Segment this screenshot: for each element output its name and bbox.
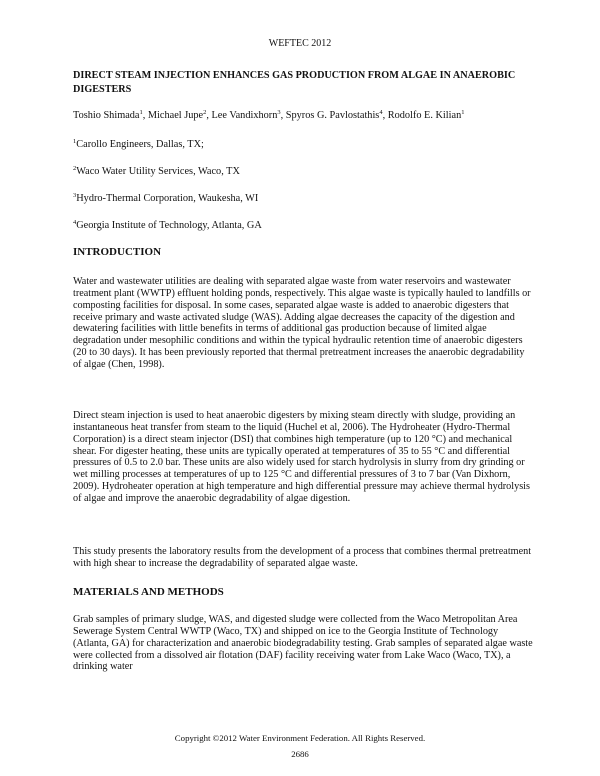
author-name: Toshio Shimada: [73, 110, 140, 121]
author-list: Toshio Shimada$^1$, Michael Jupe$^2$, Lee Vandixhorn$^3$, Spyros G. Pavlostathis$^4$, Rodolfo E. Kilian$^1$: [73, 109, 465, 121]
methods-paragraph: Grab samples of primary sludge, WAS, and digested sludge were collected from the Waco Metropolitan Area Sewerage System Central WWTP (Waco, TX) and shipped on ice to the Georgia Institute of Technology (Atlanta, GA) for characterization and anaerobic biodegradability testing. Grab samples of separated algae waste were collected from a dissolved air flotation (DAF) facility receiving water from Lake Waco (Waco, TX), a drinking water: [73, 614, 533, 673]
author-name: Rodolfo E. Kilian: [387, 110, 462, 121]
author-affiliation-mark: 1: [139, 109, 143, 116]
section-heading-introduction: INTRODUCTION: [73, 246, 162, 258]
paper-title: DIRECT STEAM INJECTION ENHANCES GAS PRODUCTION FROM ALGAE IN ANAEROBIC DIGESTERS: [73, 70, 516, 95]
author-affiliation-mark: 4: [379, 109, 383, 116]
affiliation: [73, 139, 204, 150]
author-affiliation-mark: 3: [277, 109, 281, 116]
intro-paragraph: Direct steam injection is used to heat anaerobic digesters by mixing steam directly with sludge, providing an instantaneous heat transfer from steam to the liquid (Huchel et al, 2006). The Hydroheater (Hydro-Thermal Corporation) is a direct steam injector (DSI) that combines high temperature (up to 120 °C) and mechanical shear. For digester heating, these units are typically operated at temperatures of 35 to 55 °C and differential pressures of 0.5 to 2.0 bar. These units are also widely used for starch hydrolysis in slurry from dry grinding or wet milling processes at temperatures of up to 125 °C and differential pressures of 3 to 7 bar (Van Dixhorn, 2009). Hydroheater operation at high temperature and high differential pressure may achieve thermal hydrolysis of algae and improve the anaerobic degradability of algae digestion.: [73, 410, 530, 504]
affiliation-number: 3: [73, 192, 77, 199]
affiliation: [73, 220, 262, 231]
affiliation-number: 1: [73, 138, 77, 145]
author-affiliation-mark: 2: [203, 109, 207, 116]
author-name: Michael Jupe: [147, 110, 204, 121]
section-heading-methods: MATERIALS AND METHODS: [73, 586, 224, 598]
affiliation-text: Hydro-Thermal Corporation, Waukesha, WI: [76, 193, 259, 204]
affiliation-text: Waco Water Utility Services, Waco, TX: [76, 166, 240, 177]
intro-paragraph: This study presents the laboratory results from the development of a process that combines thermal pretreatment with high shear to increase the degradability of separated algae waste.: [73, 546, 532, 569]
author-name: Lee Vandixhorn: [211, 110, 278, 121]
affiliation: [73, 193, 258, 204]
affiliation-text: Carollo Engineers, Dallas, TX;: [76, 139, 204, 150]
author-affiliation-mark: 1: [461, 109, 465, 116]
affiliation: [73, 166, 240, 177]
running-header: WEFTEC 2012: [268, 38, 332, 49]
page-number: 2686: [291, 749, 309, 759]
affiliation-number: 2: [73, 165, 77, 172]
copyright-notice: Copyright ©2012 Water Environment Federation. All Rights Reserved.: [174, 733, 426, 743]
affiliation-number: 4: [73, 219, 77, 226]
affiliation-text: Georgia Institute of Technology, Atlanta, GA: [76, 220, 262, 231]
author-name: Spyros G. Pavlostathis: [285, 110, 380, 121]
intro-paragraph: Water and wastewater utilities are dealing with separated algae waste from water reservoirs and wastewater treatment plant (WWTP) effluent holding ponds, respectively. This algae waste is typically hauled to landfills or composting facilities for disposal. In some cases, separated algae waste is added to anaerobic digesters that receive primary and waste activated sludge (WAS). Adding algae decreases the capacity of the digestion and dewatering facilities with little benefits in terms of additional gas production because of limited algae degradation under mesophilic conditions and within the typical hydraulic retention time of anaerobic digesters (20 to 30 days). It has been previously reported that thermal pretreatment increases the anaerobic degradability of algae (Chen, 1998).: [73, 276, 531, 370]
